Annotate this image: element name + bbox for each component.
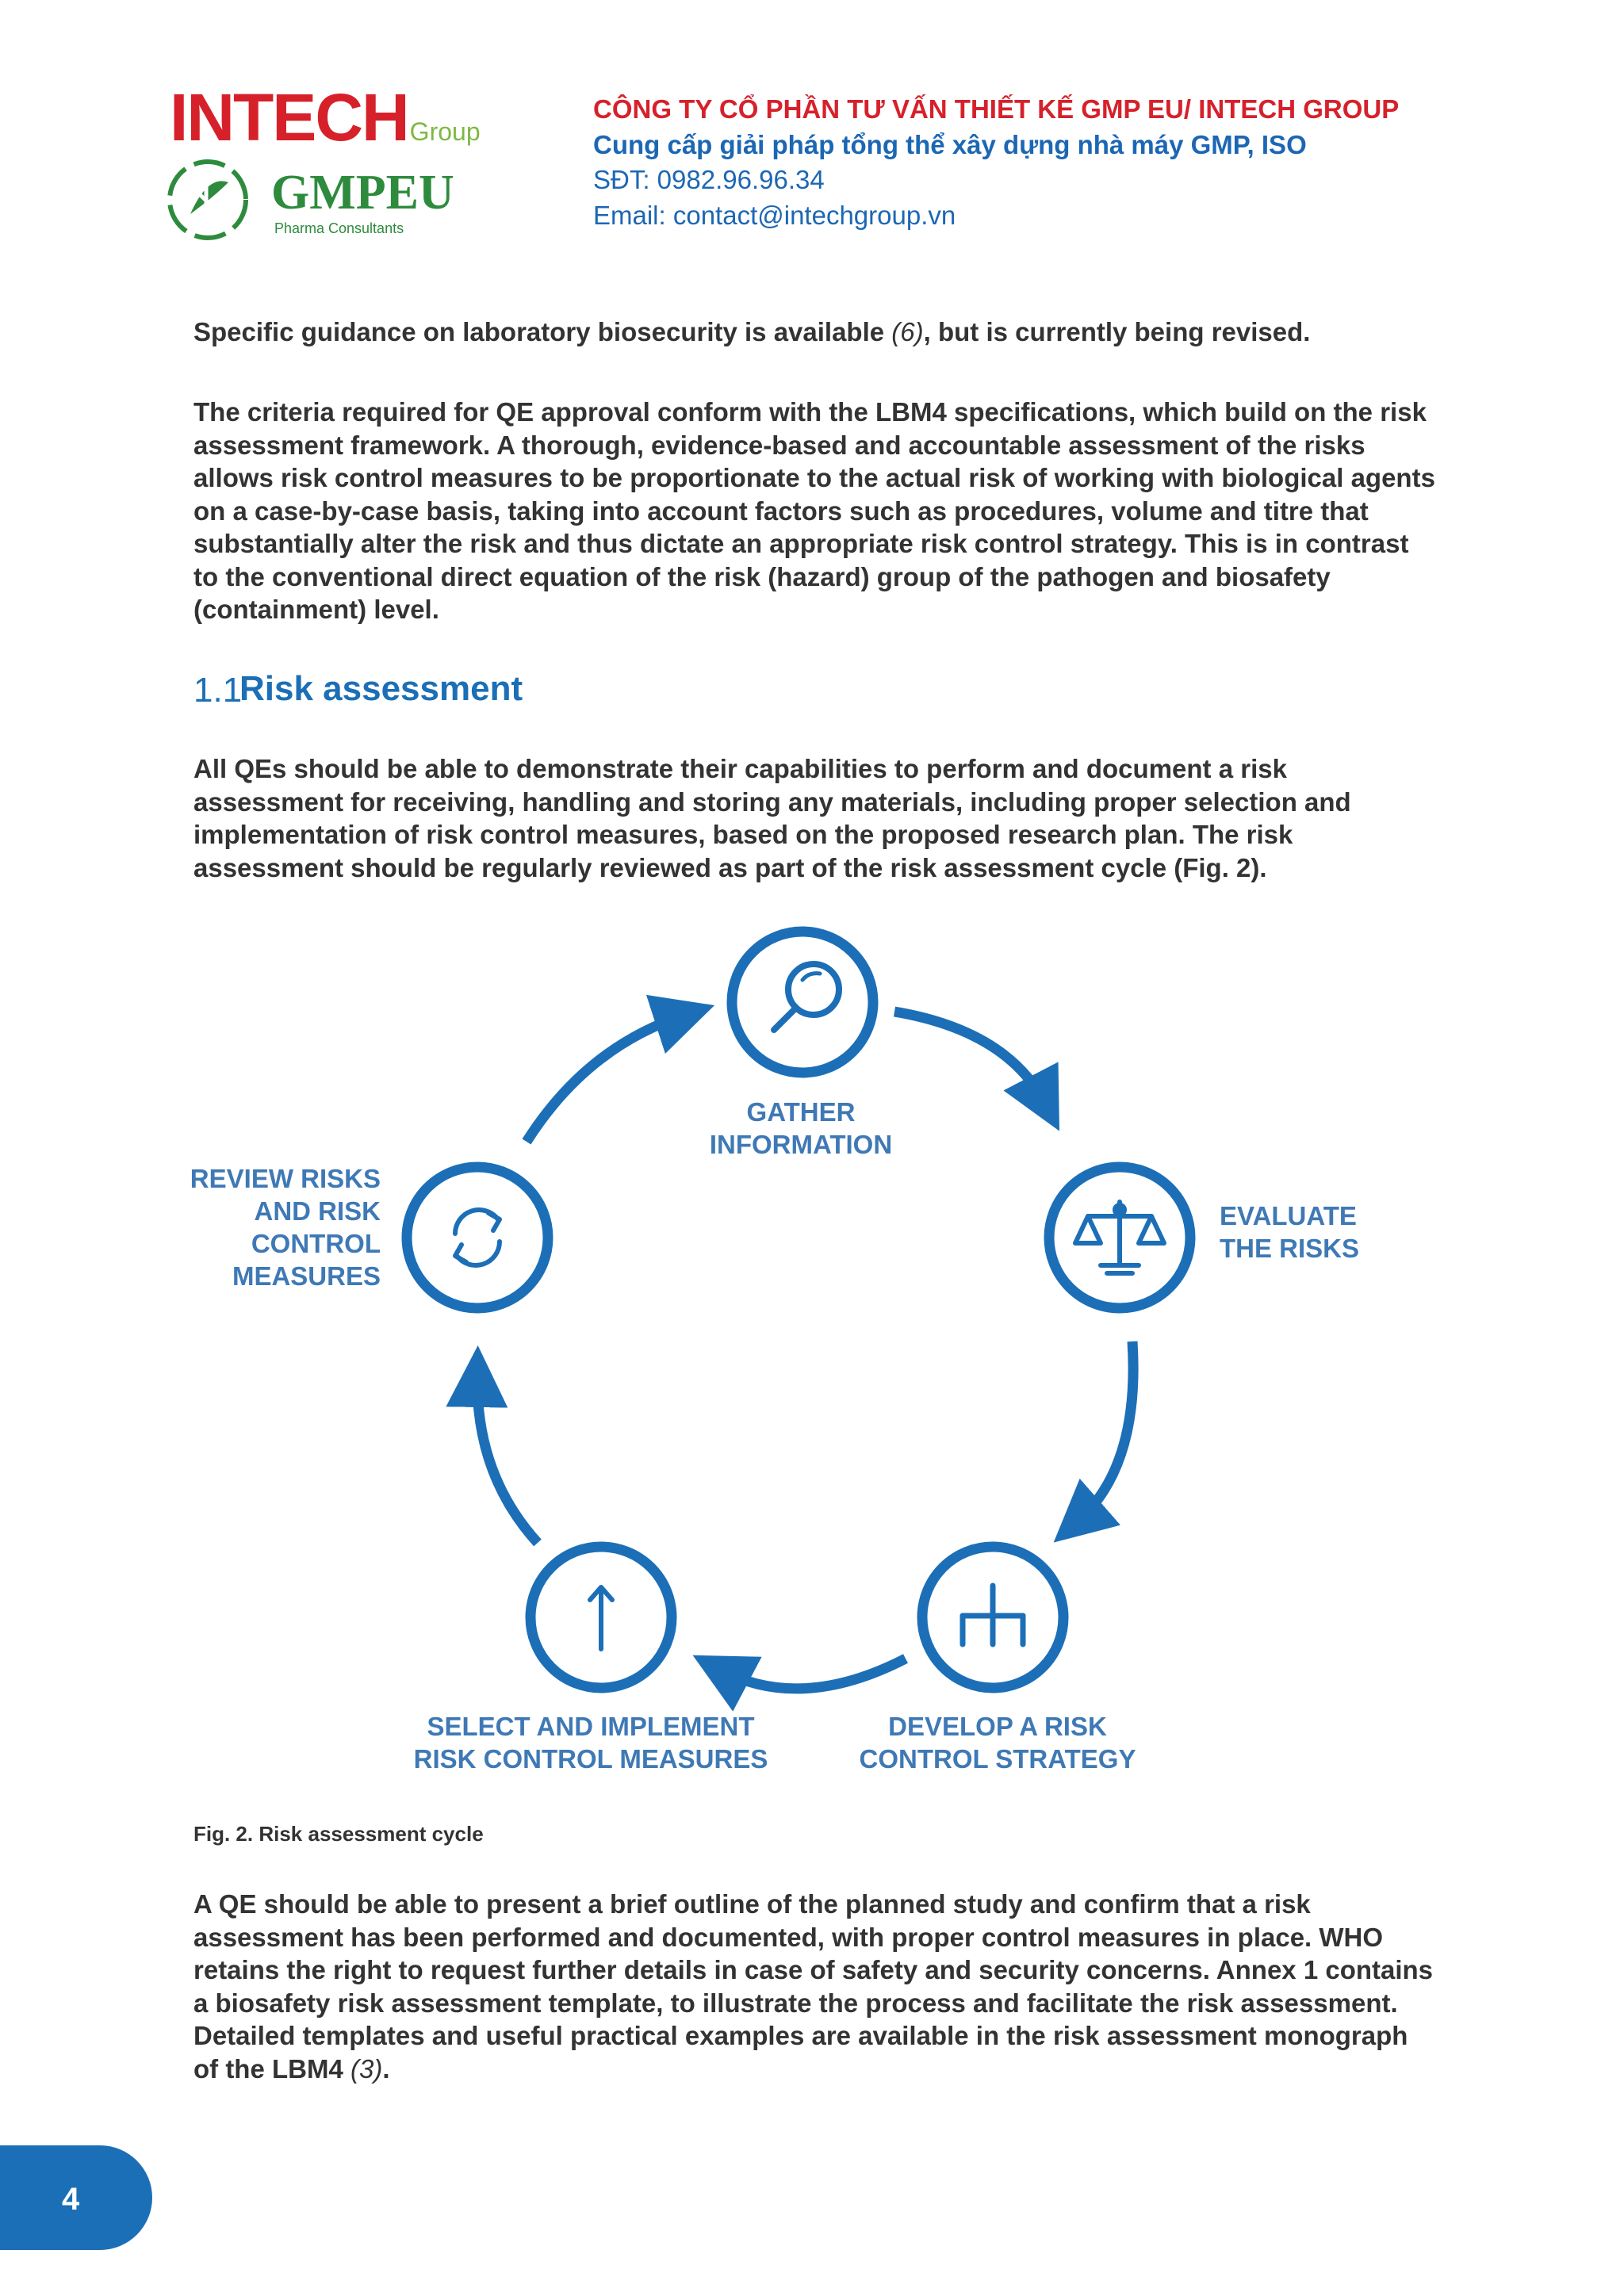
step-circle-gather [732,932,873,1073]
label-line: DEVELOP A RISK [888,1712,1107,1741]
citation: (6) [891,317,924,346]
label-line: THE RISKS [1220,1234,1360,1263]
label-line: AND RISK [254,1196,381,1226]
step-label-select [396,1710,785,1775]
label-line: GATHER [746,1097,856,1127]
cycle-icon [455,1210,500,1265]
arrow-review-to-gather [527,1015,685,1142]
arrow-evaluate-to-develop [1077,1341,1133,1522]
gmpeu-logo-subtitle: Pharma Consultants [274,220,404,236]
magnifier-icon [774,964,839,1030]
intech-logo-suffix: Group [409,117,481,146]
company-slogan: Cung cấp giải pháp tổng thể xây dựng nhà máy GMP, ISO [593,130,1307,159]
page-number: 4 [62,2182,80,2217]
company-email: Email: contact@intechgroup.vn [593,201,956,230]
label-line: EVALUATE [1220,1201,1357,1230]
paragraph-text: A QE should be able to present a brief outline of the planned study and confirm that a risk assessment has been performed and documented, with proper control measures in place. WHO retains the right to request further details in case of safety and security concerns. Annex 1 contains a biosafety risk assessment template, to illustrate the process and facilitate the risk assessment. Detailed templates and useful practical examples are available in the risk assessment monograph of the LBM4 [193,1889,1434,2084]
section-number: 1.1 [193,671,243,710]
up-arrow-icon [590,1587,612,1649]
arrow-gather-to-evaluate [894,1012,1045,1104]
arrow-develop-to-select [720,1659,906,1689]
intech-logo-text: INTECH [170,80,408,155]
paragraph-text: , but is currently being revised. [923,317,1311,346]
paragraph-criteria: The criteria required for QE approval conform with the LBM4 specifications, which build on the risk assessment framework. A thorough, evidence-based and accountable assessment of the risks allows risk control measures to be proportionate to the actual risk of working with biological agents on a case-by-case basis, taking into account factors such as procedures, volume and titre that substantially alter the risk and thus dictate an appropriate risk control strategy. This is in contrast to the conventional direct equation of the risk (hazard) group of the pathogen and biosafety (containment) level. [193,397,1435,624]
gmpeu-logo: GMPEU [271,166,454,220]
step-circle-review [407,1167,548,1308]
citation: (3) [350,2053,383,2084]
paragraph-text: Specific guidance on laboratory biosecurity is available [193,317,892,346]
arrow-select-to-review [477,1376,538,1543]
paragraph-qe-outline [193,1888,1435,2085]
label-line: CONTROL [251,1229,381,1258]
company-name: CÔNG TY CỔ PHẦN TƯ VẤN THIẾT KẾ GMP EU/ INTECH GROUP [593,94,1400,124]
scales-icon [1075,1202,1164,1273]
step-label-gather [682,1096,920,1161]
paragraph-text: . [382,2053,390,2084]
label-line: INFORMATION [709,1130,893,1159]
figure-caption: Fig. 2. Risk assessment cycle [193,1822,484,1846]
company-phone: SĐT: 0982.96.96.34 [593,165,825,194]
strategy-icon [963,1586,1023,1644]
section-title: Risk assessment [239,669,523,708]
label-line: RISK CONTROL MEASURES [413,1744,768,1774]
step-label-review [143,1162,381,1292]
step-label-develop [839,1710,1156,1775]
step-label-evaluate [1220,1200,1359,1265]
label-line: SELECT AND IMPLEMENT [427,1712,755,1741]
label-line: MEASURES [232,1261,381,1291]
label-line: CONTROL STRATEGY [859,1744,1136,1774]
paragraph-risk-assessment: All QEs should be able to demonstrate their capabilities to perform and document a risk assessment for receiving, handling and storing any materials, including proper selection and implementation of risk control measures, based on the proposed research plan. The risk assessment should be regularly reviewed as part of the risk assessment cycle (Fig. 2). [193,754,1351,882]
label-line: REVIEW RISKS [190,1164,381,1193]
